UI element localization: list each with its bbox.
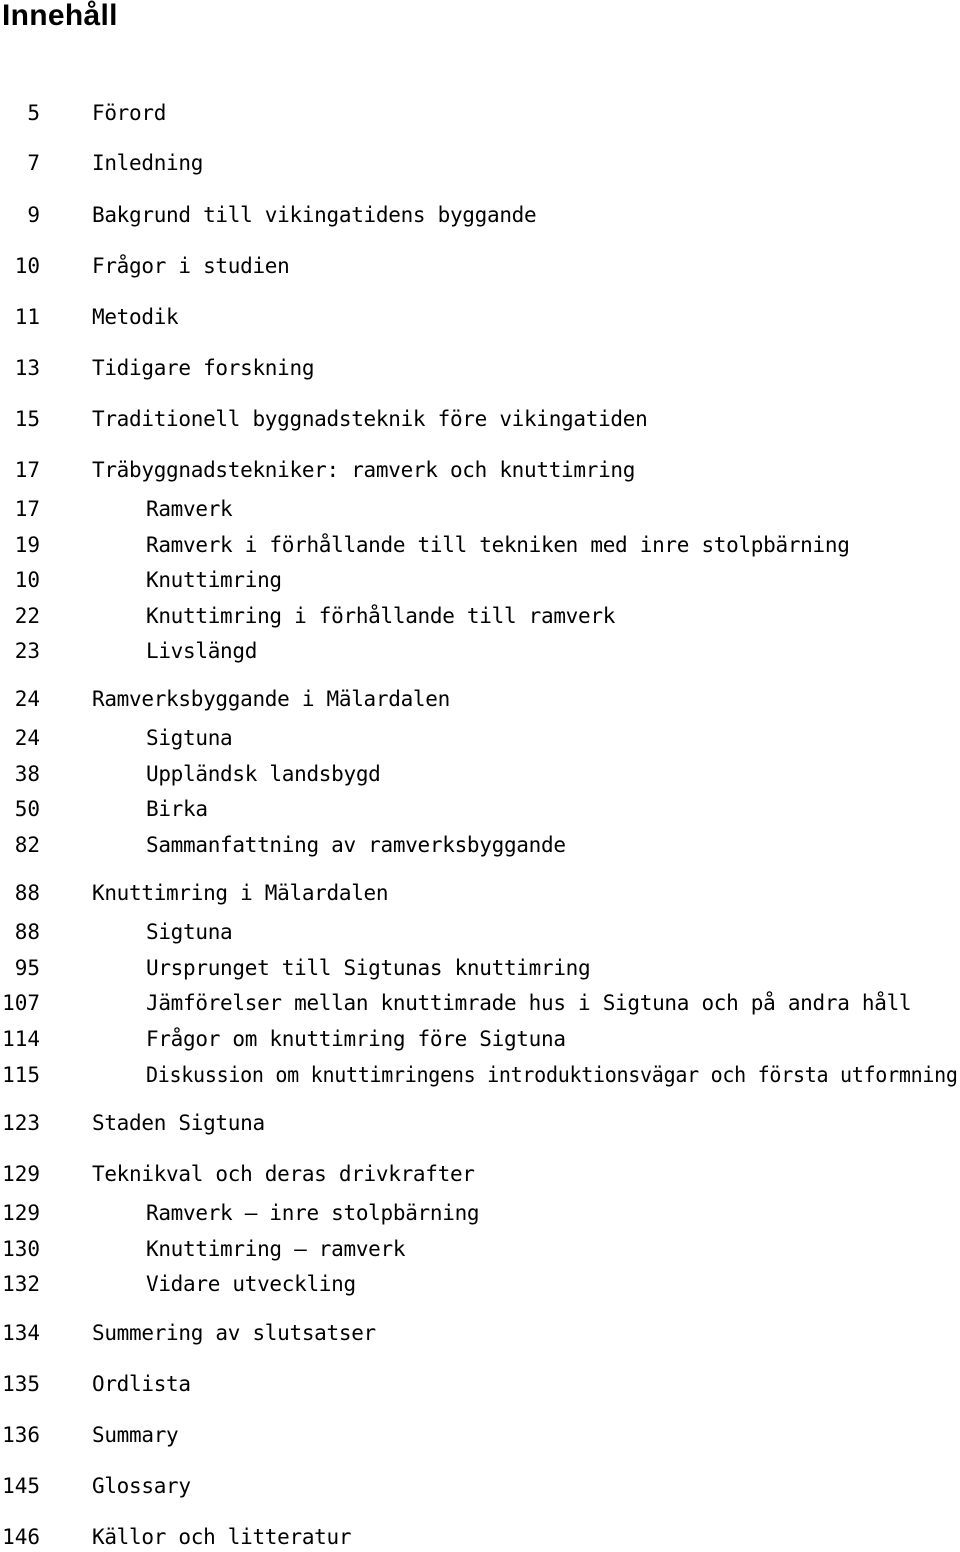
toc-entry [0, 794, 960, 824]
toc-entry [0, 636, 960, 666]
toc-entry [0, 988, 960, 1018]
toc-entry-title: Birka [146, 797, 208, 821]
toc-page-number: 50 [14, 797, 40, 821]
toc-entry-title: Sammanfattning av ramverksbyggande [146, 833, 566, 857]
toc-entry [0, 302, 960, 332]
toc-page-number: 24 [14, 726, 40, 750]
toc-entry-title: Förord [92, 101, 167, 125]
toc-entry [0, 200, 960, 230]
toc-page-number: 123 [2, 1111, 40, 1135]
page-title: Innehåll [2, 0, 118, 32]
toc-page-number: 145 [2, 1474, 40, 1498]
toc-entry-title: Metodik [92, 305, 179, 329]
toc-entry-title: Frågor i studien [92, 254, 290, 278]
toc-page-number: 130 [2, 1237, 40, 1261]
toc-entry-title: Ramverk i förhållande till tekniken med inre stolpbärning [146, 533, 850, 557]
toc-page-number: 88 [14, 920, 40, 944]
toc-page-number: 10 [14, 568, 40, 592]
toc-entry-title: Knuttimring – ramverk [146, 1237, 406, 1261]
toc-entry [0, 565, 960, 595]
toc-entry-title: Tidigare forskning [92, 356, 315, 380]
toc-entry [0, 759, 960, 789]
toc-entry-title: Frågor om knuttimring före Sigtuna [146, 1027, 566, 1051]
toc-entry [0, 1369, 960, 1399]
toc-page-number: 23 [14, 639, 40, 663]
toc-entry-title: Summary [92, 1423, 179, 1447]
toc-entry [0, 251, 960, 281]
toc-entry [0, 1318, 960, 1348]
toc-page-number: 11 [14, 305, 40, 329]
toc-entry [0, 1234, 960, 1264]
toc-entry [0, 1471, 960, 1501]
toc-entry [0, 1108, 960, 1138]
toc-entry-title: Ramverk – inre stolpbärning [146, 1201, 480, 1225]
toc-page-number: 146 [2, 1525, 40, 1549]
toc-entry-title: Ramverksbyggande i Mälardalen [92, 687, 450, 711]
toc-page-number: 107 [2, 991, 40, 1015]
toc-entry-title: Inledning [92, 151, 204, 175]
toc-page-number: 24 [14, 687, 40, 711]
toc-page-number: 135 [2, 1372, 40, 1396]
toc-entry-title: Knuttimring [146, 568, 282, 592]
toc-page-number: 88 [14, 881, 40, 905]
toc-entry-title: Sigtuna [146, 920, 233, 944]
toc-page-number: 115 [2, 1063, 40, 1087]
toc-entry [0, 455, 960, 485]
toc-page-number: 22 [14, 604, 40, 628]
toc-entry-title: Ordlista [92, 1372, 191, 1396]
toc-page-number: 10 [14, 254, 40, 278]
toc-entry [0, 878, 960, 908]
toc-entry [0, 684, 960, 714]
toc-entry-title: Bakgrund till vikingatidens byggande [92, 203, 537, 227]
toc-entry [0, 1420, 960, 1450]
toc-entry [0, 530, 960, 560]
toc-entry-title: Knuttimring i Mälardalen [92, 881, 389, 905]
toc-entry [0, 98, 960, 128]
toc-entry-title: Träbyggnadstekniker: ramverk och knuttimring [92, 458, 636, 482]
toc-page-number: 134 [2, 1321, 40, 1345]
toc-page-number: 95 [14, 956, 40, 980]
toc-entry-title: Traditionell byggnadsteknik före vikingatiden [92, 407, 648, 431]
toc-entry-title: Ursprunget till Sigtunas knuttimring [146, 956, 591, 980]
toc-page-number: 7 [27, 151, 40, 175]
toc-page-number: 17 [14, 497, 40, 521]
toc-entry-title: Livslängd [146, 639, 258, 663]
toc-entry-title: Vidare utveckling [146, 1272, 356, 1296]
toc-entry [0, 830, 960, 860]
toc-page-number: 132 [2, 1272, 40, 1296]
toc-entry [0, 1159, 960, 1189]
toc-entry-title: Summering av slutsatser [92, 1321, 376, 1345]
toc-entry-title: Glossary [92, 1474, 191, 1498]
toc-entry-title: Teknikval och deras drivkrafter [92, 1162, 475, 1186]
toc-entry-title: Källor och litteratur [92, 1525, 352, 1549]
toc-page-number: 82 [14, 833, 40, 857]
toc-entry [0, 1024, 960, 1054]
toc-page-number: 17 [14, 458, 40, 482]
toc-page-number: 9 [27, 203, 40, 227]
toc-entry [0, 917, 960, 947]
toc-page-number: 15 [14, 407, 40, 431]
toc-entry [0, 404, 960, 434]
toc-entry-title: Staden Sigtuna [92, 1111, 265, 1135]
toc-page-number: 114 [2, 1027, 40, 1051]
toc-entry [0, 1269, 960, 1299]
toc-entry-title: Sigtuna [146, 726, 233, 750]
toc-entry [0, 953, 960, 983]
toc-entry-title: Knuttimring i förhållande till ramverk [146, 604, 616, 628]
toc-entry-title: Ramverk [146, 497, 233, 521]
toc-entry [0, 1060, 960, 1090]
toc-page-number: 38 [14, 762, 40, 786]
toc-page-number: 136 [2, 1423, 40, 1447]
toc-entry [0, 1198, 960, 1228]
toc-entry [0, 148, 960, 178]
toc-entry [0, 494, 960, 524]
toc-page-number: 19 [14, 533, 40, 557]
toc-entry [0, 601, 960, 631]
toc-page-number: 129 [2, 1201, 40, 1225]
toc-page-number: 13 [14, 356, 40, 380]
toc-entry [0, 353, 960, 383]
toc-page-number: 5 [27, 101, 40, 125]
toc-entry-title: Uppländsk landsbygd [146, 762, 381, 786]
toc-entry-title: Jämförelser mellan knuttimrade hus i Sigtuna och på andra håll [146, 991, 912, 1015]
toc-page-number: 129 [2, 1162, 40, 1186]
toc-entry [0, 723, 960, 753]
toc-entry-title: Diskussion om knuttimringens introduktionsvägar och första utformning [146, 1063, 958, 1087]
